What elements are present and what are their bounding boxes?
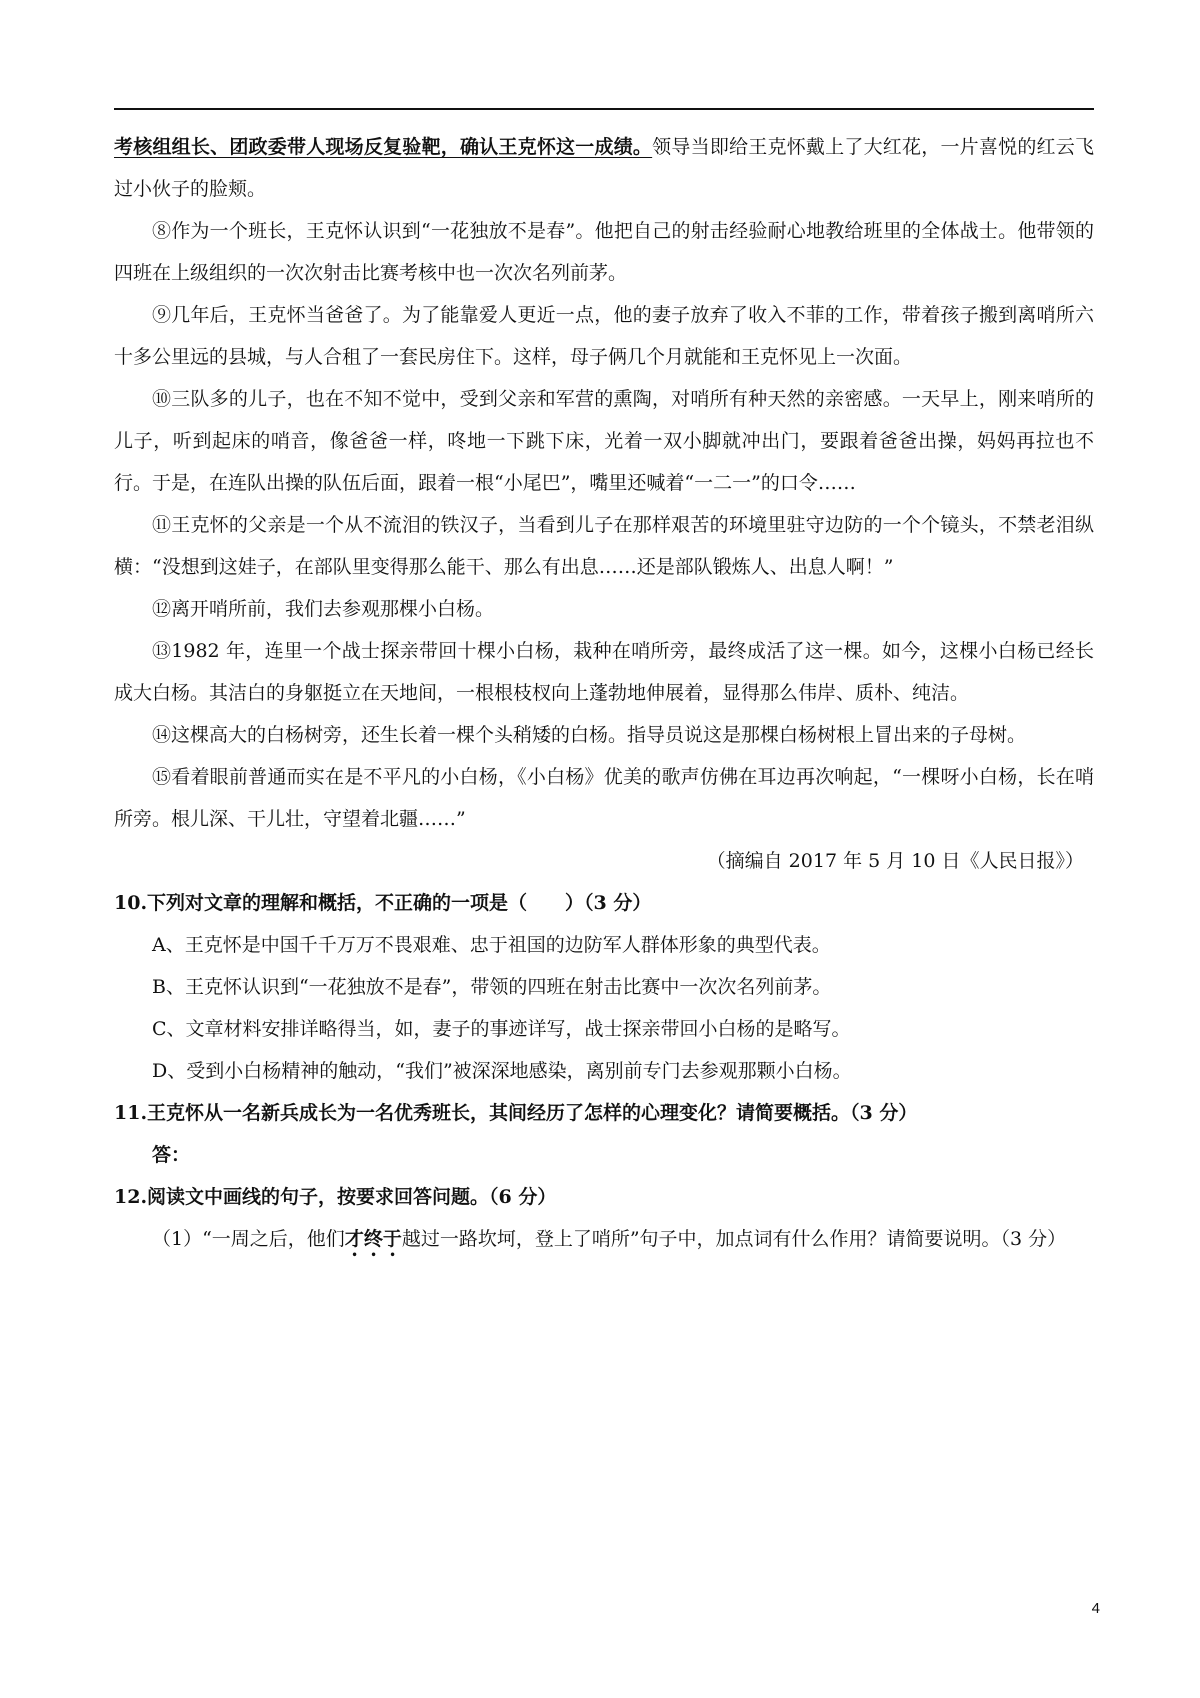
- question-10-option-d: D、受到小白杨精神的触动，“我们”被深深地感染，离别前专门去参观那颗小白杨。: [152, 1060, 852, 1082]
- paragraph-7: [114, 126, 1094, 210]
- question-12-part-1-post: 越过一路坎坷，登上了哨所”句子中，加点词有什么作用？请简要说明。（3 分）: [401, 1228, 1067, 1250]
- question-12-part-1-pre: （1）“一周之后，他们: [152, 1228, 345, 1250]
- paragraph-11: ⑪王克怀的父亲是一个从不流泪的铁汉子，当看到儿子在那样艰苦的环境里驻守边防的一个个镜头，不禁老泪纵横：“没想到这娃子，在部队里变得那么能干、那么有出息……还是部队锻炼人、出息人啊！”: [114, 514, 1094, 578]
- source-citation: （摘编自 2017 年 5 月 10 日《人民日报》）: [706, 850, 1084, 872]
- paragraph-7-rest: 领导当即给王克怀戴上了大红花，一片喜悦的红云飞过小伙子的脸颊。: [114, 136, 1094, 200]
- paragraph-8: ⑧作为一个班长，王克怀认识到“一花独放不是春”。他把自己的射击经验耐心地教给班里的全体战士。他带领的四班在上级组织的一次次射击比赛考核中也一次次名列前茅。: [114, 220, 1094, 284]
- question-12-part-1: [114, 1218, 1094, 1261]
- question-10-option-a: A、王克怀是中国千千万万不畏艰难、忠于祖国的边防军人群体形象的典型代表。: [152, 934, 831, 956]
- paragraph-13: ⑬1982 年，连里一个战士探亲带回十棵小白杨，栽种在哨所旁，最终成活了这一棵。如今，这棵小白杨已经长成大白杨。其洁白的身躯挺立在天地间，一根根枝杈向上蓬勃地伸展着，显得那么伟岸、质朴、纯洁。: [114, 640, 1094, 704]
- question-10-stem: 10.下列对文章的理解和概括，不正确的一项是（ ）（3 分）: [114, 892, 652, 914]
- question-12-stem: 12.阅读文中画线的句子，按要求回答问题。（6 分）: [114, 1186, 557, 1208]
- paragraph-12: ⑫离开哨所前，我们去参观那棵小白杨。: [152, 598, 495, 620]
- question-10-option-b: B、王克怀认识到“一花独放不是春”，带领的四班在射击比赛中一次次名列前茅。: [152, 976, 832, 998]
- page-body: [114, 126, 1094, 1261]
- dotted-words: 才终于: [344, 1228, 402, 1250]
- paragraph-15: ⑮看着眼前普通而实在是不平凡的小白杨，《小白杨》优美的歌声仿佛在耳边再次响起，“一棵呀小白杨，长在哨所旁。根儿深、干儿壮，守望着北疆……”: [114, 766, 1094, 830]
- question-11-answer-label: 答：: [152, 1144, 191, 1166]
- paragraph-9: ⑨几年后，王克怀当爸爸了。为了能靠爱人更近一点，他的妻子放弃了收入不菲的工作，带着孩子搬到离哨所六十多公里远的县城，与人合租了一套民房住下。这样，母子俩几个月就能和王克怀见上一次面。: [114, 304, 1094, 368]
- question-11-stem: 11.王克怀从一名新兵成长为一名优秀班长，其间经历了怎样的心理变化？请简要概括。（3 分）: [114, 1102, 918, 1124]
- underlined-sentence: 考核组组长、团政委带人现场反复验靶，确认王克怀这一成绩。: [114, 136, 653, 158]
- page-number: 4: [1091, 1600, 1100, 1617]
- header-rule: [114, 108, 1094, 110]
- question-10-option-c: C、文章材料安排详略得当，如，妻子的事迹详写，战士探亲带回小白杨的是略写。: [152, 1018, 851, 1040]
- paragraph-10: ⑩三队多的儿子，也在不知不觉中，受到父亲和军营的熏陶，对哨所有种天然的亲密感。一天早上，刚来哨所的儿子，听到起床的哨音，像爸爸一样，咚地一下跳下床，光着一双小脚就冲出门，要跟着爸爸出操，妈妈再拉也不行。于是，在连队出操的队伍后面，跟着一根“小尾巴”，嘴里还喊着“一二一”的口令……: [114, 388, 1094, 494]
- paragraph-14: ⑭这棵高大的白杨树旁，还生长着一棵个头稍矮的白杨。指导员说这是那棵白杨树根上冒出来的子母树。: [152, 724, 1027, 746]
